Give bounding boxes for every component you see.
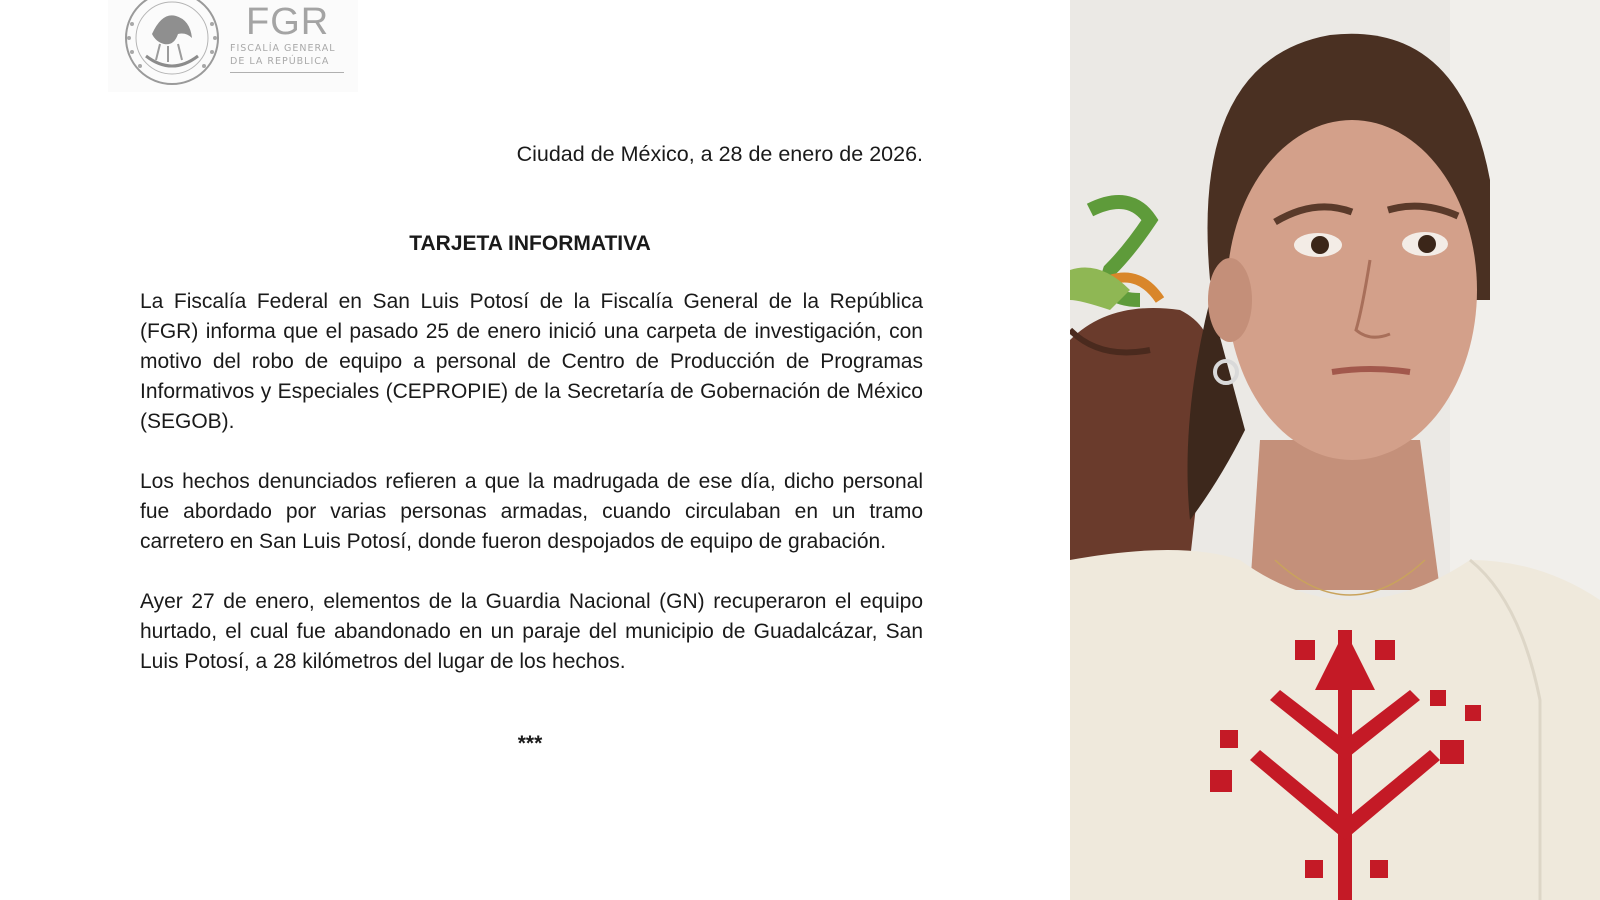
wordmark-underline: [230, 72, 344, 73]
portrait-illustration: [1070, 0, 1600, 900]
agency-name-line-1: FISCALÍA GENERAL: [230, 43, 336, 54]
paragraph: La Fiscalía Federal en San Luis Potosí de la Fiscalía General de la República (FGR) informa que el pasado 25 de enero inició una carpeta de investigación, con motivo del robo de equipo a personal de Centro de Producción de Programas Informativos y Especiales (CEPROPIE) de la Secretaría de Gobernación de México (SEGOB).: [140, 290, 923, 433]
paragraph: Ayer 27 de enero, elementos de la Guardia Nacional (GN) recuperaron el equipo hurtado, el cual fue abandonado en un paraje del municipio de Guadalcázar, San Luis Potosí, a 28 kilómetros del lugar de los hechos.: [140, 590, 923, 673]
fgr-letterhead: [108, 0, 358, 92]
official-portrait-photo: [1070, 0, 1600, 900]
agency-abbreviation: FGR: [246, 1, 330, 43]
closing-mark: ***: [517, 732, 543, 755]
agency-name-line-2: DE LA REPÚBLICA: [230, 56, 330, 67]
document-title: TARJETA INFORMATIVA: [409, 232, 651, 255]
national-seal-icon: [116, 0, 228, 94]
document-date: Ciudad de México, a 28 de enero de 2026.: [516, 142, 923, 166]
document-body: [140, 287, 923, 707]
paragraph: Los hechos denunciados refieren a que la madrugada de ese día, dicho personal fue abordado por varias personas armadas, cuando circulaban en un tramo carretero en San Luis Potosí, donde fueron despojados de equipo de grabación.: [140, 470, 923, 553]
fgr-wordmark: [230, 2, 354, 68]
